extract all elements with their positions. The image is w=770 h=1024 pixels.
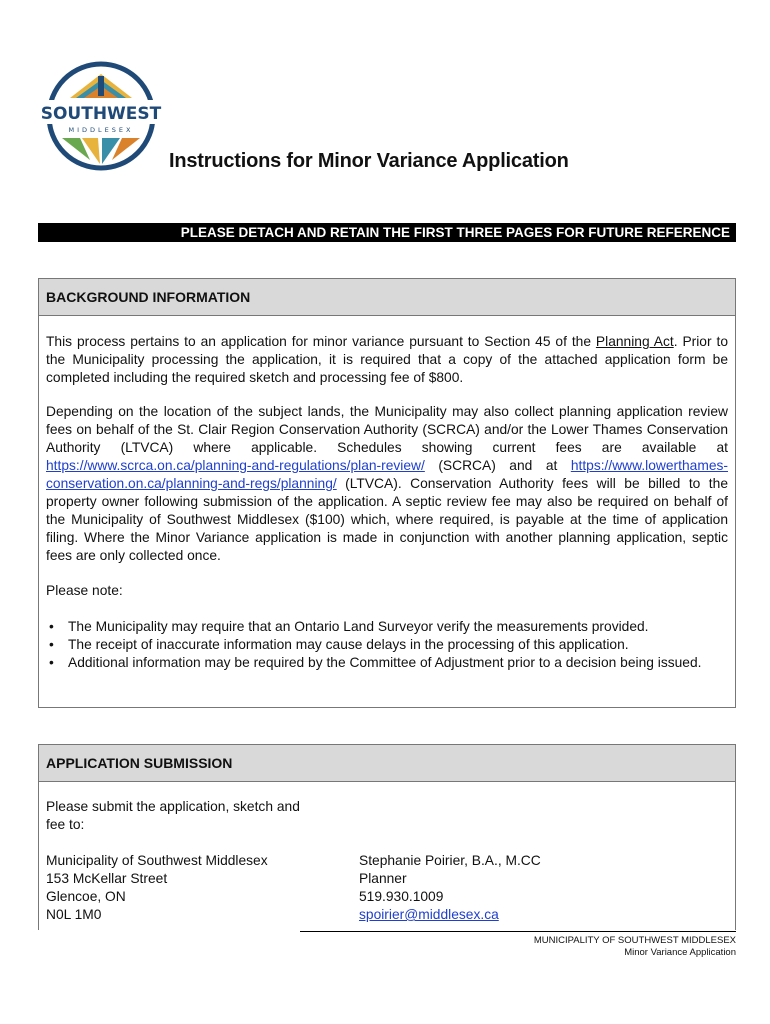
background-section [38, 278, 736, 708]
list-item: • The Municipality may require that an Ontario Land Surveyor verify the measurements provided. [46, 618, 728, 636]
contact-phone: 519.930.1009 [359, 889, 444, 904]
submission-heading: APPLICATION SUBMISSION [39, 745, 735, 782]
detach-banner: PLEASE DETACH AND RETAIN THE FIRST THREE PAGES FOR FUTURE REFERENCE [38, 223, 736, 242]
notes-list [46, 618, 728, 672]
address-line: Glencoe, ON [46, 889, 126, 904]
municipality-address [46, 852, 268, 924]
background-heading: BACKGROUND INFORMATION [39, 279, 735, 316]
list-item: • The receipt of inaccurate information may cause delays in the processing of this application. [46, 636, 728, 654]
footer-divider [300, 931, 736, 932]
list-item: • Additional information may be required by the Committee of Adjustment prior to a decision being issued. [46, 654, 728, 672]
address-line: N0L 1M0 [46, 907, 102, 922]
scrca-link[interactable]: https://www.scrca.on.ca/planning-and-regulations/plan-review/ [46, 458, 425, 473]
contact-name: Stephanie Poirier, B.A., M.CC [359, 853, 541, 868]
planning-act-reference: Planning Act [595, 334, 674, 349]
page-footer [534, 935, 736, 959]
please-note-label: Please note: [46, 583, 123, 598]
background-paragraph-2: Depending on the location of the subject lands, the Municipality may also collect planning application review fees on behalf of the St. Clair Region Conservation Authority (SCRCA) and/or the Lower Thames Conservation Authority (LTVCA) where applicable. Schedules showing current fees are available at https://www.scrca.on.ca/planning-and-regulations/plan-review/ (SCRCA) and at https://www.lowerthames-conservation.on.ca/planning-and-regs/planning/ (LTVCA). Conservation Authority fees will be billed to the property owner following submission of the application. A septic review fee may also be required on behalf of the Municipality of Southwest Middlesex ($100) which, where required, is payable at the time of application filing. Where the Minor Variance application is made in conjunction with another planning application, septic fees are only collected once. [46, 404, 728, 563]
logo-wordmark: SOUTHWEST [40, 104, 162, 124]
planner-contact [359, 852, 541, 924]
footer-document-name: Minor Variance Application [624, 947, 736, 958]
submission-section [38, 744, 736, 930]
logo-subtitle: MIDDLESEX [68, 126, 134, 134]
submission-intro: Please submit the application, sketch and fee to: [46, 799, 300, 832]
background-paragraph-1: This process pertains to an application for minor variance pursuant to Section 45 of the Planning Act. Prior to the Municipality processing the application, it is required that a copy of the attached application form be completed including the required sketch and processing fee of $800. [46, 334, 728, 385]
address-line: Municipality of Southwest Middlesex [46, 853, 268, 868]
address-line: 153 McKellar Street [46, 871, 168, 886]
contact-role: Planner [359, 871, 407, 886]
ltvca-link[interactable]: https://www.lowerthames-conservation.on.ca/planning-and-regs/planning/ [46, 458, 728, 491]
page-title: Instructions for Minor Variance Application [169, 150, 569, 172]
contact-email-link[interactable]: spoirier@middlesex.ca [359, 907, 499, 922]
southwest-middlesex-logo [40, 60, 162, 172]
footer-municipality: MUNICIPALITY OF SOUTHWEST MIDDLESEX [533, 935, 736, 946]
